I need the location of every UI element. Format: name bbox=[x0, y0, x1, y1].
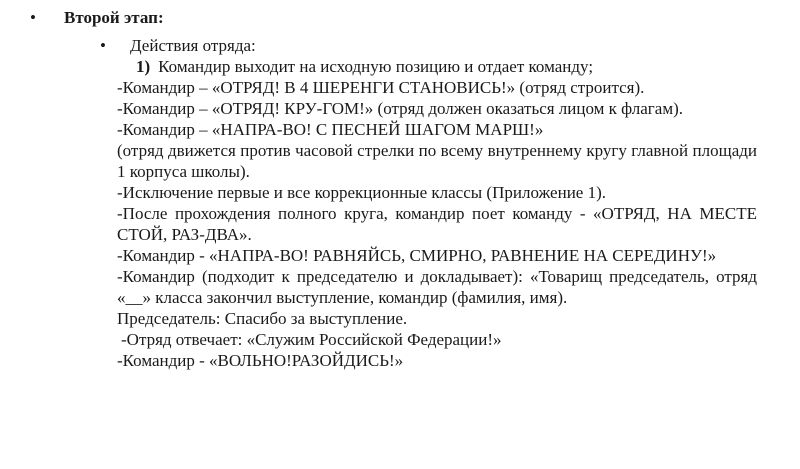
stage-heading bbox=[30, 7, 164, 28]
bullet-icon: • bbox=[30, 8, 36, 27]
paragraph-line: Председатель: Спасибо за выступление. bbox=[117, 309, 408, 328]
paragraph-line: -Командир - «НАПРА-ВО! РАВНЯЙСЬ, СМИРНО, РАВНЕНИЕ НА СЕРЕДИНУ!» bbox=[117, 246, 717, 265]
item-number: 1) bbox=[136, 57, 151, 76]
paragraph-line: -Командир – «ОТРЯД! КРУ-ГОМ!» (отряд должен оказаться лицом к флагам). bbox=[117, 99, 683, 118]
paragraph-line: (отряд движется против часовой стрелки по всему внутреннему кругу главной площади 1 корпуса школы). bbox=[117, 141, 757, 181]
sub-title: Действия отряда: bbox=[130, 36, 256, 55]
paragraph-line: -Командир – «НАПРА-ВО! С ПЕСНЕЙ ШАГОМ МАРШ!» bbox=[117, 120, 544, 139]
numbered-item bbox=[136, 56, 593, 77]
paragraph-line: -После прохождения полного круга, командир поет команду - «ОТРЯД, НА МЕСТЕ СТОЙ, РАЗ-ДВА». bbox=[117, 204, 757, 244]
bullet-icon: • bbox=[100, 36, 106, 55]
paragraph-line: -Командир - «ВОЛЬНО!РАЗОЙДИСЬ!» bbox=[117, 351, 404, 370]
sub-heading bbox=[100, 35, 256, 56]
paragraph-line: -Командир – «ОТРЯД! В 4 ШЕРЕНГИ СТАНОВИСЬ!» (отряд строится). bbox=[117, 78, 645, 97]
paragraph-line: -Командир (подходит к председателю и докладывает): «Товарищ председатель, отряд «__» класса закончил выступление, командир (фамилия, имя). bbox=[117, 267, 757, 307]
stage-title: Второй этап: bbox=[64, 8, 164, 27]
document-body bbox=[117, 77, 757, 371]
item-text: Командир выходит на исходную позицию и отдает команду; bbox=[158, 57, 594, 76]
paragraph-line: -Исключение первые и все коррекционные классы (Приложение 1). bbox=[117, 183, 606, 202]
paragraph-line: -Отряд отвечает: «Служим Российской Федерации!» bbox=[121, 330, 502, 349]
